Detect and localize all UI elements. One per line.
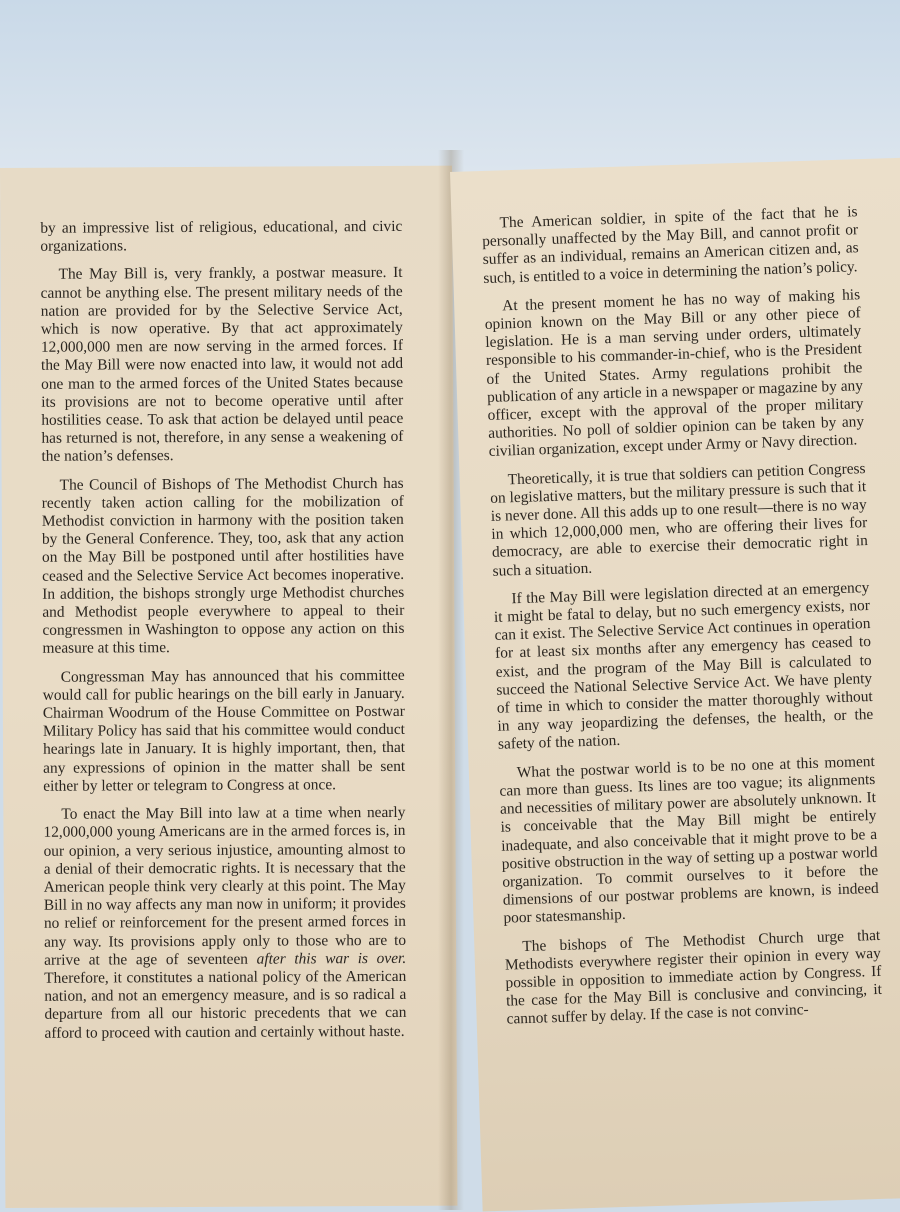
paragraph-postwar-world: What the postwar world is to be no one at this moment can more than guess. Its lines are too vague; its alignments and necessities of military power are absolutely unknown. It is conceivable that the May Bill might be entirely inadequate, and also conceivable that it might prove to be a positive obstruction in the way of setting up a postwar world organization. To commit ourselves to it before the dimensions of our postwar problems are known, is indeed poor statesmanship. — [499, 752, 879, 927]
paragraph-council-of-bishops: The Council of Bishops of The Methodist Church has recently taken action calling for the mobilization of Methodist conviction in harmony with the position taken by the General Conference. They, too, ask that any action on the May Bill be postponed until after hostilities have ceased and the Selective Service Act becomes inoperative. In addition, the bishops strongly urge Methodist churches and Methodist people everywhere to appeal to their congressmen in Washington to oppose any action on this measure at this time. — [41, 474, 405, 658]
left-page — [0, 166, 457, 1208]
text-run: Therefore, it constitutes a national policy of the American nation, and not an emergency measure, and is so radical a departure from all our historic precedents that we can afford to proceed with caution and certainly without haste. — [44, 967, 407, 1042]
paragraph-enact-may-bill — [43, 804, 406, 1043]
paragraph-bishops-urge: The bishops of The Methodist Church urge that Methodists everywhere register their opinion in every way possible in opposition to immediate action by Congress. If the case for the May Bill is conclusive and convincing, it cannot suffer by delay. If the case is not convinc- — [504, 926, 883, 1028]
emphasis-text: after this war is over. — [256, 949, 407, 968]
right-page — [450, 158, 900, 1212]
paragraph-petition-congress: Theoretically, it is true that soldiers can petition Congress on legislative matters, but the military pressure is such that it is never done. All this adds up to one result—there is no way in which 12,000,000 men, who are offering their lives for democracy, are able to exercise their democratic right in such a situation. — [490, 459, 869, 580]
paragraph-emergency: If the May Bill were legislation directed at an emergency it might be fatal to delay, but no such emergency exists, nor can it exist. The Selective Service Act continues in operation for at least six months after any emergency has ceased to exist, and the program of the May Bill is calculated to succeed the National Selective Service Act. We have plenty of time in which to consider the matter thoroughly without in any way jeopardizing the defenses, the health, or the safety of the nation. — [493, 578, 874, 754]
right-column — [481, 203, 883, 1039]
paragraph-american-soldier: The American soldier, in spite of the fact that he is personally unaffected by the May Bill, and cannot profit or suffer as an individual, remains an American citizen and, as such, is entitled to a voice in determining the nation’s policy. — [481, 203, 859, 287]
paragraph-no-way-of-opinion: At the present moment he has no way of making his opinion known on the May Bill or any other piece of legislation. He is a man serving under orders, ultimately responsible to his commander-in-chief, who is the President of the United States. Army regulations prohibit the publication of any article in a newspaper or magazine by any officer, except with the approval of the proper military authorities. No poll of soldier opinion can be taken by any civilian organization, except under Army or Navy direction. — [484, 285, 865, 461]
paragraph-postwar-measure: The May Bill is, very frankly, a postwar measure. It cannot be anything else. The present military needs of the nation are provided for by the Selective Service Act, which is now operative. By that act approximately 12,000,000 men are now serving in the armed forces. If the May Bill were now enacted into law, it would not add one man to the armed forces of the United States because its provisions are not to become operative until after hostilities cease. To ask that action be delayed until peace has returned is not, therefore, in any sense a weakening of the nation’s defenses. — [40, 264, 404, 466]
paragraph-continuation: by an impressive list of religious, educational, and civic organizations. — [40, 217, 403, 255]
text-run: To enact the May Bill into law at a time when nearly 12,000,000 young Americans are in the armed forces is, in our opinion, a very serious injustice, amounting almost to a denial of their democratic rights. It is necessary that the American people think very clearly at this point. The May Bill in no way affects any man now in uniform; it provides no relief or reinforcement for the present armed forces in any way. Its provisions apply only to those who are to arrive at the age of seventeen — [43, 803, 407, 969]
paragraph-hearings: Congressman May has announced that his committee would call for public hearings on the bill early in January. Chairman Woodrum of the House Committee on Postwar Military Policy has said that his committee would conduct hearings late in January. It is highly important, then, that any expressions of opinion in the matter shall be sent either by letter or telegram to Congress at once. — [42, 666, 406, 795]
left-column — [40, 218, 406, 1053]
